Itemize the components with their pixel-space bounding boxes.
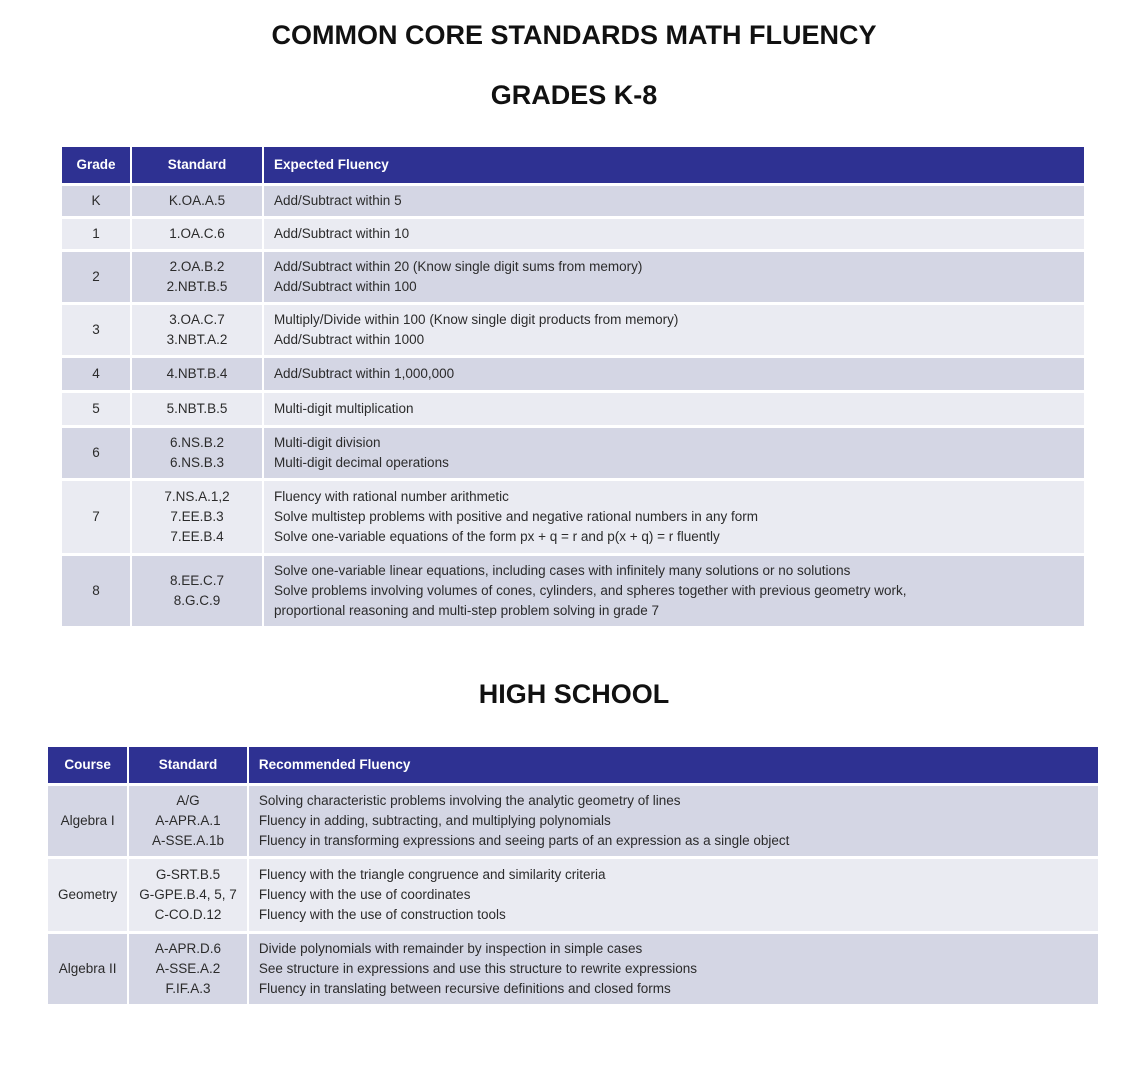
page-title: COMMON CORE STANDARDS MATH FLUENCY: [271, 20, 877, 50]
fluency-text: Multiply/Divide within 100 (Know single digit products from memory): [274, 312, 679, 327]
table-row: [62, 219, 1084, 249]
table-row: [62, 556, 1084, 626]
standard-code: A-SSE.A.2: [155, 961, 221, 976]
grade-cell: 3: [62, 305, 130, 355]
standard-code: 3.OA.C.7: [169, 312, 225, 327]
standard-code: 6.NS.B.2: [169, 435, 225, 450]
grades-subtitle: GRADES K-8: [490, 80, 658, 110]
table-row: [48, 859, 1098, 931]
standard-code: K.OA.A.5: [168, 193, 226, 208]
standard-cell: [132, 358, 262, 390]
fluency-text: Add/Subtract within 20 (Know single digit sums from memory): [274, 259, 643, 274]
standard-code: 4.NBT.B.4: [166, 366, 228, 381]
fluency-cell: [264, 556, 1084, 626]
standard-cell: [132, 252, 262, 302]
fluency-text: Multi-digit multiplication: [274, 401, 414, 416]
header-standard: Standard: [132, 147, 262, 183]
fluency-cell: [249, 859, 1098, 931]
standard-code: 7.NS.A.1,2: [164, 489, 230, 504]
fluency-cell: [249, 934, 1098, 1004]
standard-code: 2.NBT.B.5: [166, 279, 228, 294]
standard-code: 8.G.C.9: [173, 593, 221, 608]
fluency-text: Add/Subtract within 5: [274, 193, 402, 208]
standard-cell: [132, 305, 262, 355]
fluency-text: Solve multistep problems with positive and negative rational numbers in any form: [274, 509, 758, 524]
fluency-text: Solve one-variable linear equations, including cases with infinitely many solutions or no solutions: [274, 563, 851, 578]
grade-cell: 1: [62, 219, 130, 249]
fluency-text: See structure in expressions and use this structure to rewrite expressions: [258, 961, 698, 976]
standard-code: 5.NBT.B.5: [166, 401, 228, 416]
table-row: [62, 252, 1084, 302]
table-row: [48, 934, 1098, 1004]
standard-cell: [129, 859, 247, 931]
fluency-text: Fluency in translating between recursive definitions and closed forms: [258, 981, 671, 996]
standard-code: A-APR.A.1: [155, 813, 221, 828]
standard-code: 3.NBT.A.2: [166, 332, 228, 347]
standard-code: A-SSE.A.1b: [152, 833, 225, 848]
grade-cell: 4: [62, 358, 130, 390]
grade-cell: 2: [62, 252, 130, 302]
fluency-text: Fluency with rational number arithmetic: [274, 489, 509, 504]
k8-fluency-table: [60, 144, 1086, 629]
standard-code: 7.EE.B.4: [170, 529, 224, 544]
header-course: Course: [48, 747, 127, 783]
course-cell: Geometry: [48, 859, 127, 931]
standard-cell: [132, 186, 262, 216]
grade-cell: 8: [62, 556, 130, 626]
high-school-fluency-table: [46, 744, 1100, 1007]
fluency-cell: [264, 219, 1084, 249]
fluency-text: Solve problems involving volumes of cones, cylinders, and spheres together with previous geometry work,: [274, 583, 907, 598]
header-grade: Grade: [62, 147, 130, 183]
fluency-cell: [264, 428, 1084, 478]
standard-code: C-CO.D.12: [154, 907, 222, 922]
header-expected-fluency: Expected Fluency: [264, 147, 1084, 183]
fluency-text: Fluency with the use of construction tools: [258, 907, 506, 922]
standard-cell: [132, 481, 262, 553]
table-row: [48, 786, 1098, 856]
fluency-text: Solving characteristic problems involving the analytic geometry of lines: [258, 793, 681, 808]
fluency-text: Multi-digit decimal operations: [274, 455, 449, 470]
standard-code: 7.EE.B.3: [170, 509, 224, 524]
standard-code: 2.OA.B.2: [169, 259, 225, 274]
fluency-text: Divide polynomials with remainder by inspection in simple cases: [258, 941, 643, 956]
standard-code: A/G: [176, 793, 200, 808]
standard-code: F.IF.A.3: [165, 981, 211, 996]
fluency-text: proportional reasoning and multi-step problem solving in grade 7: [274, 603, 659, 618]
high-school-title: HIGH SCHOOL: [478, 679, 670, 709]
fluency-cell: [249, 786, 1098, 856]
standard-cell: [132, 393, 262, 425]
fluency-text: Add/Subtract within 10: [274, 226, 410, 241]
fluency-text: Solve one-variable equations of the form px + q = r and p(x + q) = r fluently: [274, 529, 720, 544]
standard-cell: [132, 219, 262, 249]
fluency-cell: [264, 252, 1084, 302]
standard-cell: [132, 428, 262, 478]
table-row: [62, 305, 1084, 355]
fluency-text: Fluency in transforming expressions and seeing parts of an expression as a single object: [258, 833, 790, 848]
fluency-text: Multi-digit division: [274, 435, 381, 450]
table-header-row: [62, 147, 1084, 183]
standard-code: G-SRT.B.5: [155, 867, 221, 882]
table-row: [62, 186, 1084, 216]
fluency-text: Add/Subtract within 1,000,000: [274, 366, 455, 381]
fluency-cell: [264, 305, 1084, 355]
fluency-text: Fluency with the triangle congruence and similarity criteria: [258, 867, 606, 882]
standard-cell: [129, 786, 247, 856]
header-recommended-fluency: Recommended Fluency: [249, 747, 1098, 783]
standard-code: A-APR.D.6: [155, 941, 222, 956]
fluency-cell: [264, 481, 1084, 553]
fluency-cell: [264, 393, 1084, 425]
grade-cell: K: [62, 186, 130, 216]
table-row: [62, 358, 1084, 390]
table-row: [62, 481, 1084, 553]
grade-cell: 7: [62, 481, 130, 553]
fluency-text: Fluency with the use of coordinates: [258, 887, 471, 902]
fluency-text: Add/Subtract within 1000: [274, 332, 425, 347]
standard-cell: [129, 934, 247, 1004]
grade-cell: 6: [62, 428, 130, 478]
course-cell: Algebra I: [48, 786, 127, 856]
header-standard: Standard: [129, 747, 247, 783]
fluency-cell: [264, 358, 1084, 390]
standard-code: 6.NS.B.3: [169, 455, 225, 470]
fluency-text: Fluency in adding, subtracting, and multiplying polynomials: [258, 813, 611, 828]
grade-cell: 5: [62, 393, 130, 425]
standard-code: 8.EE.C.7: [169, 573, 225, 588]
standard-code: 1.OA.C.6: [169, 226, 225, 241]
table-row: [62, 393, 1084, 425]
fluency-cell: [264, 186, 1084, 216]
fluency-text: Add/Subtract within 100: [274, 279, 417, 294]
table-header-row: [48, 747, 1098, 783]
standard-code: G-GPE.B.4, 5, 7: [139, 887, 237, 902]
standard-cell: [132, 556, 262, 626]
table-row: [62, 428, 1084, 478]
course-cell: Algebra II: [48, 934, 127, 1004]
